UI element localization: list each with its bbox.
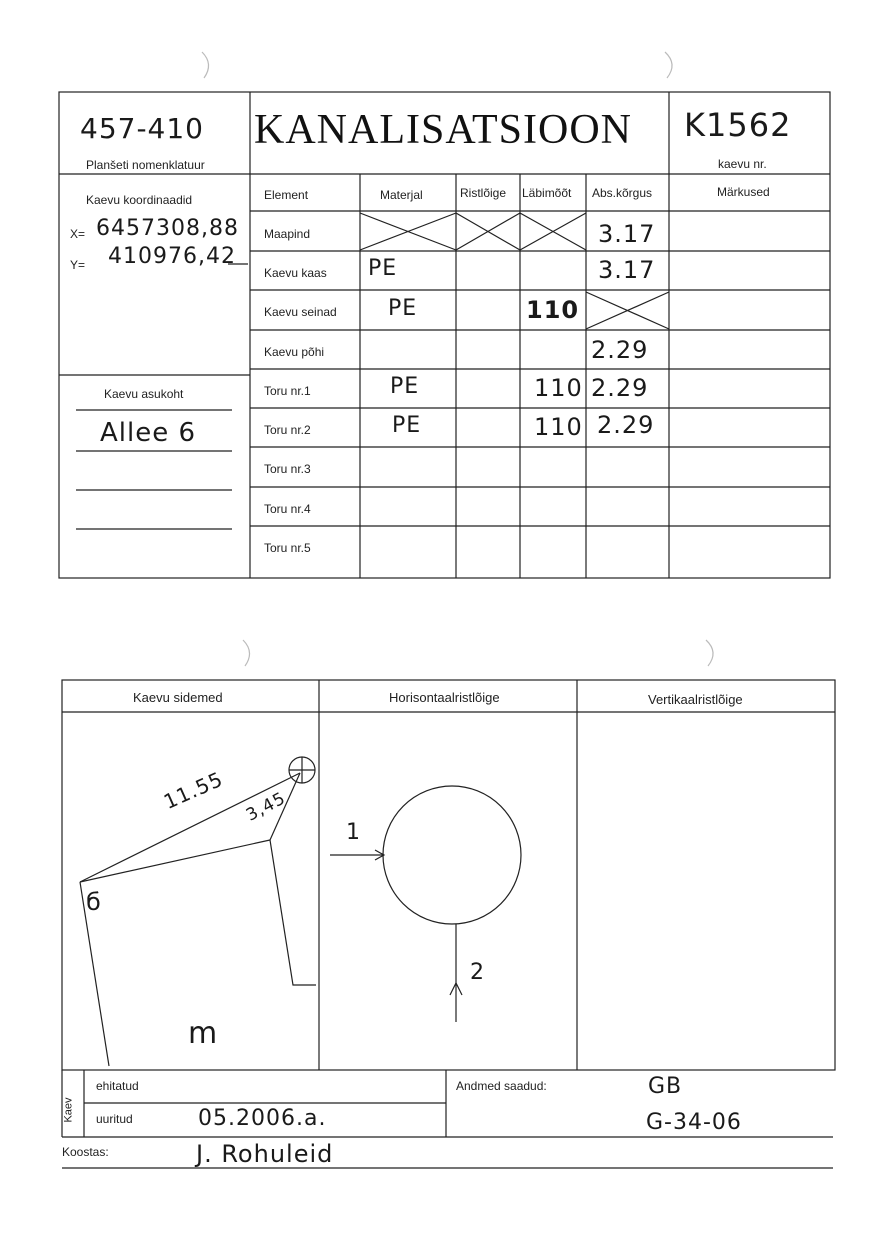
location-value: Allee 6 [100, 418, 197, 448]
plansheet-value: 457-410 [80, 112, 204, 145]
coordinates-label: Kaevu koordinaadid [86, 193, 193, 207]
well-side-label: Kaev [62, 1097, 75, 1123]
pipe-1-label: 1 [346, 820, 361, 845]
abs-toru-1: 2.29 [591, 374, 649, 402]
data-received-value-1: GB [648, 1074, 683, 1099]
row-element-maapind: Maapind [264, 227, 311, 241]
row-element-toru-2: Toru nr.2 [264, 423, 311, 437]
pipe-2-label: 2 [470, 960, 485, 985]
abs-toru-2: 2.29 [597, 411, 655, 439]
sketch-m-label: m [188, 1016, 219, 1051]
dimension-short: 3,45 [243, 788, 290, 826]
row-element-toru-4: Toru nr.4 [264, 502, 311, 516]
well-number-label: kaevu nr. [718, 157, 767, 171]
materjal-kaevu-kaas: PE [368, 256, 398, 281]
page-title: KANALISATSIOON [254, 107, 632, 153]
row-element-kaevu-seinad: Kaevu seinad [264, 305, 337, 319]
col-labimoot: Läbimõõt [522, 186, 572, 200]
plansheet-label: Planšeti nomenklatuur [86, 158, 205, 172]
row-element-toru-5: Toru nr.5 [264, 541, 311, 555]
col-markused: Märkused [717, 185, 770, 199]
y-coordinate-value: 410976,42 [108, 244, 236, 269]
abs-kaevu-kaas: 3.17 [598, 256, 656, 284]
materjal-toru-2: PE [392, 413, 422, 438]
labimoot-kaevu-seinad: 110 [526, 296, 580, 324]
data-received-value-2: G-34-06 [646, 1110, 742, 1135]
y-prefix: Y= [70, 258, 86, 272]
materjal-kaevu-seinad: PE [388, 296, 418, 321]
col-materjal: Materjal [380, 188, 423, 202]
sketch-col3-label: Vertikaalristlõige [648, 692, 743, 707]
col-abs-korgus: Abs.kõrgus [592, 186, 653, 200]
row-element-toru-3: Toru nr.3 [264, 462, 311, 476]
abs-kaevu-pohi: 2.29 [591, 336, 649, 364]
location-label: Kaevu asukoht [104, 387, 184, 401]
surveyed-value: 05.2006.a. [198, 1106, 327, 1131]
labimoot-toru-1: 110 [534, 374, 583, 402]
well-number-value: K1562 [684, 106, 792, 144]
x-prefix: X= [70, 227, 86, 241]
compiled-label: Koostas: [62, 1145, 109, 1159]
dimension-long: 11.55 [160, 766, 227, 814]
compiled-value: J. Rohuleid [196, 1140, 334, 1168]
x-coordinate-value: 6457308,88 [96, 216, 239, 241]
labimoot-toru-2: 110 [534, 413, 583, 441]
col-ristloige: Ristlõige [460, 186, 507, 200]
materjal-toru-1: PE [390, 374, 420, 399]
sketch-col1-label: Kaevu sidemed [133, 690, 223, 705]
data-received-label: Andmed saadud: [456, 1079, 547, 1093]
col-element: Element [264, 188, 309, 202]
row-element-kaevu-pohi: Kaevu põhi [264, 345, 325, 359]
built-label: ehitatud [96, 1079, 139, 1093]
abs-maapind: 3.17 [598, 220, 656, 248]
row-element-toru-1: Toru nr.1 [264, 384, 311, 398]
sketch-point-label: б [86, 888, 102, 916]
row-element-kaevu-kaas: Kaevu kaas [264, 266, 327, 280]
sketch-col2-label: Horisontaalristlõige [389, 690, 500, 705]
surveyed-label: uuritud [96, 1112, 133, 1126]
